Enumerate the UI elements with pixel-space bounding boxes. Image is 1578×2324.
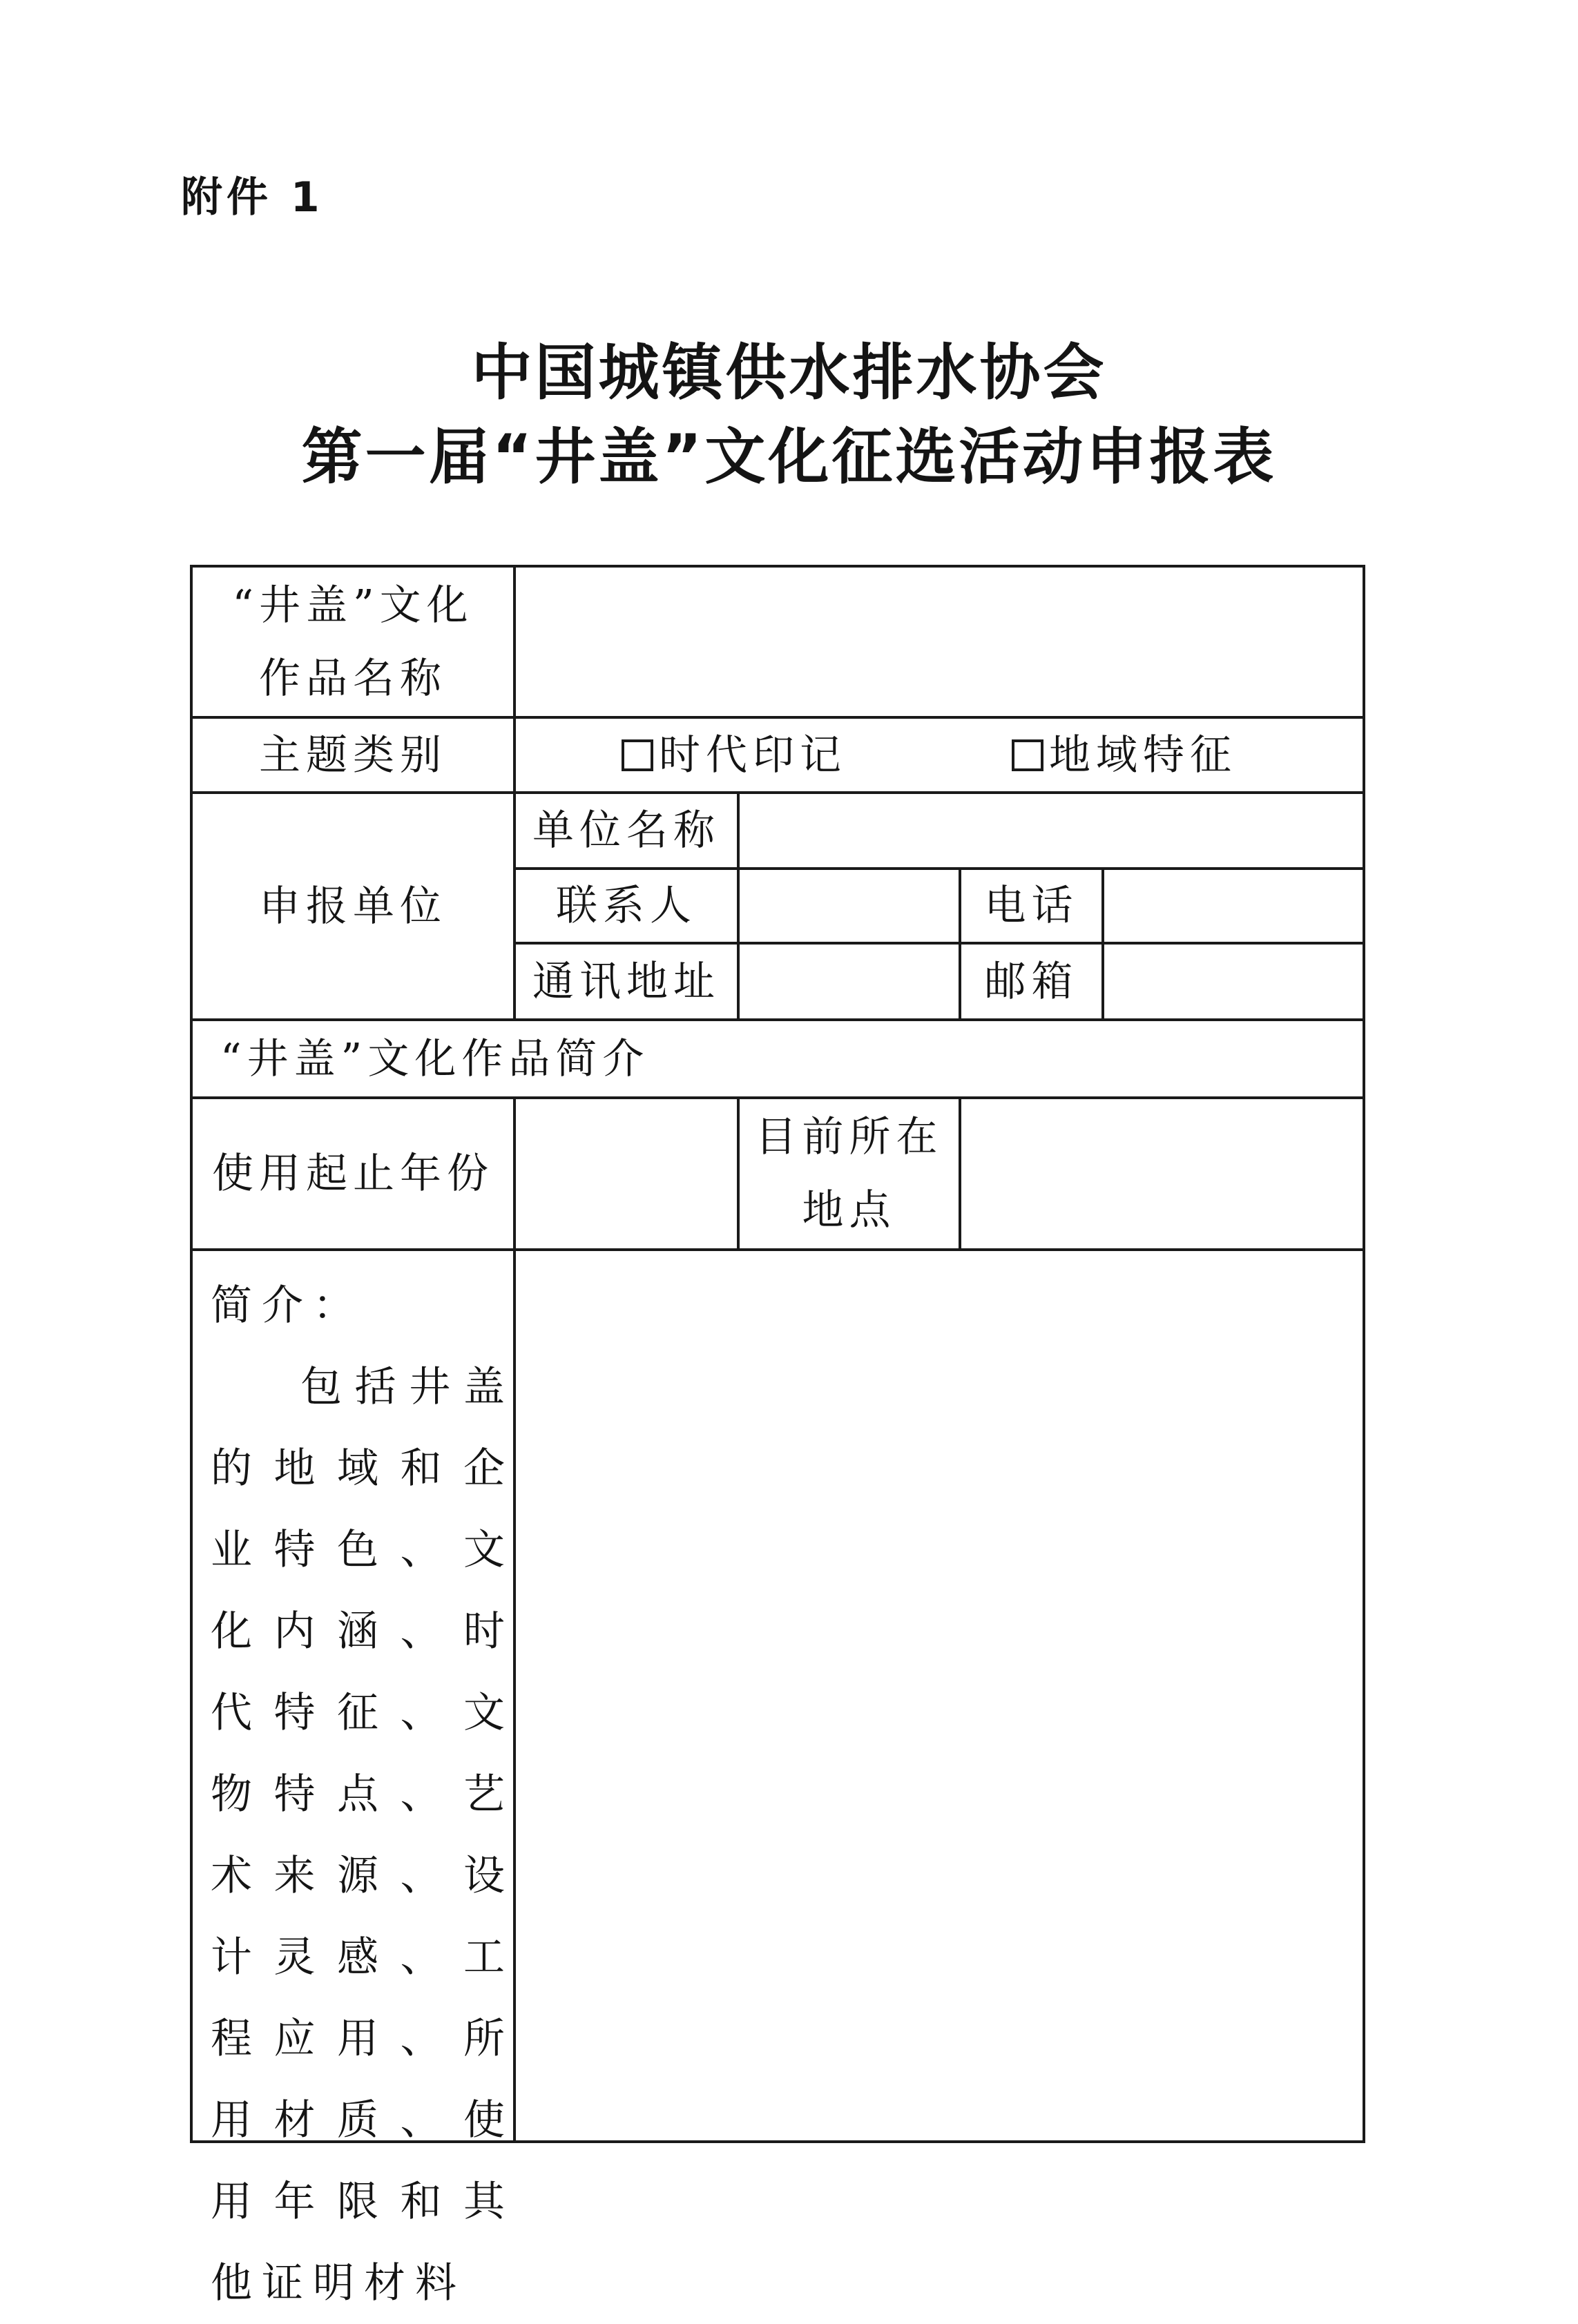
location-label-line-2: 地点: [802, 1186, 896, 1234]
title-line-1: 中国城镇供水排水协会: [471, 337, 1107, 408]
work-name-label-line-1: “井盖”文化: [232, 581, 474, 630]
theme-option-era[interactable]: [622, 719, 870, 791]
theme-label: 主题类别: [259, 730, 447, 779]
table-line: [1363, 565, 1365, 2143]
theme-option-era-label: 时代印记: [659, 730, 847, 779]
phone-field[interactable]: [1104, 870, 1363, 942]
years-label: 使用起止年份: [212, 1150, 494, 1198]
intro-instructions: [211, 1265, 514, 2324]
years-field[interactable]: [516, 1099, 737, 1248]
email-field[interactable]: [1104, 945, 1363, 1018]
unit-name-field[interactable]: [740, 794, 1363, 867]
address-field[interactable]: [740, 945, 959, 1018]
intro-heading: 简介：: [211, 1281, 364, 1330]
address-label: 通讯地址: [532, 957, 720, 1006]
location-label-line-1: 目前所在: [755, 1113, 943, 1161]
phone-label: 电话: [984, 882, 1079, 930]
location-label: [740, 1099, 959, 1248]
intro-section-label: “井盖”文化作品简介: [220, 1034, 650, 1083]
unit-name-label: 单位名称: [532, 806, 720, 855]
contact-label: 联系人: [556, 882, 697, 930]
work-name-label: [193, 568, 513, 716]
intro-text: 包括井盖的地域和企业特色、文化内涵、时代特征、文物特点、艺术来源、设计灵感、工程应用、所用材质、使用年限和其他证明材料: [211, 1363, 514, 2307]
email-label: 邮箱: [984, 957, 1079, 1006]
applicant-label: 申报单位: [259, 882, 447, 931]
theme-option-region-label: 地域特征: [1049, 730, 1237, 779]
theme-option-region[interactable]: [1012, 719, 1260, 791]
work-name-label-line-2: 作品名称: [259, 654, 447, 703]
location-field[interactable]: [961, 1099, 1363, 1248]
checkbox-icon[interactable]: [622, 739, 653, 771]
attachment-label: 附件 1: [181, 173, 324, 222]
checkbox-icon[interactable]: [1012, 739, 1043, 771]
title-line-2: 第一届“井盖”文化征选活动申报表: [301, 421, 1277, 492]
work-name-field[interactable]: [516, 568, 1363, 716]
intro-field[interactable]: [516, 1251, 1363, 2140]
contact-field[interactable]: [740, 870, 959, 942]
